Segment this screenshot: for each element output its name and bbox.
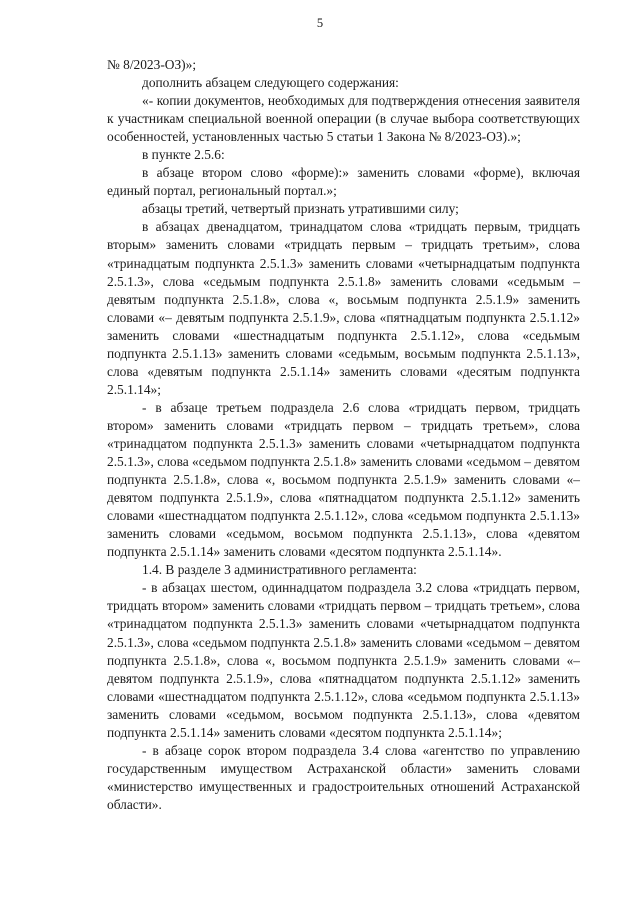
paragraph: дополнить абзацем следующего содержания: (142, 75, 399, 91)
paragraph: абзацы третий, четвертый признать утратившими силу; (142, 201, 459, 217)
paragraph: 1.4. В разделе 3 административного регламента: (142, 562, 417, 578)
paragraph: в абзацах двенадцатом, тринадцатом слова «тридцать первым, тридцать вторым» заменить словами «тридцать первым – тридцать третьим», слова «тринадцатым подпункта 2.5.1.3» заменить словами «четырнадцатым подпункта 2.5.1.3», слова «седьмым подпункта 2.5.1.8» заменить словами «седьмым – девятым подпункта 2.5.1.8», слова «, восьмым подпункта 2.5.1.9» заменить словами «– девятым подпункта 2.5.1.9», слова «пятнадцатым подпункта 2.5.1.12» заменить словами «шестнадцатым подпункта 2.5.1.12», слова «седьмым подпункта 2.5.1.13» заменить словами «седьмым, восьмым подпункта 2.5.1.13», слова «девятым подпункта 2.5.1.14» заменить словами «десятым подпункта 2.5.1.14»; (107, 219, 580, 397)
paragraph-continuation: № 8/2023-ОЗ)»; (107, 57, 197, 72)
paragraph: «- копии документов, необходимых для подтверждения отнесения заявителя к участникам специальной военной операции (в случае выбора соответствующих особенностей, установленных частью 5 статьи 1 Закона № 8/2023-ОЗ).»; (107, 93, 580, 145)
paragraph: - в абзаце третьем подраздела 2.6 слова «тридцать первом, тридцать втором» заменить словами «тридцать первом – тридцать третьем», слова «тринадцатом подпункта 2.5.1.3» заменить словами «четырнадцатом подпункта 2.5.1.3», слова «седьмом подпункта 2.5.1.8» заменить словами «седьмом – девятом подпункта 2.5.1.8», слова «, восьмом подпункта 2.5.1.9» заменить словами «– девятом подпункта 2.5.1.9», слова «пятнадцатом подпункта 2.5.1.12» заменить словами «шестнадцатом подпункта 2.5.1.12», слова «седьмом подпункта 2.5.1.13» заменить словами «седьмом, восьмом подпункта 2.5.1.13», слова «девятом подпункта 2.5.1.14» заменить словами «десятом подпункта 2.5.1.14». (107, 399, 580, 560)
paragraph: в пункте 2.5.6: (142, 147, 225, 163)
paragraph: - в абзацах шестом, одиннадцатом подраздела 3.2 слова «тридцать первом, тридцать втором» заменить словами «тридцать первом – тридцать третьем», слова «тринадцатом подпункта 2.5.1.3» заменить словами «четырнадцатом подпункта 2.5.1.3», слова «седьмом подпункта 2.5.1.8» заменить словами «седьмом – девятом подпункта 2.5.1.8», слова «, восьмом подпункта 2.5.1.9» заменить словами «– девятом подпункта 2.5.1.9», слова «пятнадцатом подпункта 2.5.1.12» заменить словами «шестнадцатом подпункта 2.5.1.12», слова «седьмом подпункта 2.5.1.13» заменить словами «седьмом, восьмом подпункта 2.5.1.13», слова «девятом подпункта 2.5.1.14» заменить словами «десятом подпункта 2.5.1.14»; (107, 580, 580, 740)
paragraph: - в абзаце сорок втором подраздела 3.4 слова «агентство по управлению государственным имуществом Астраханской области» заменить словами «министерство имущественных и градостроительных отношений Астраханской области». (107, 742, 580, 812)
page-number: 5 (316, 16, 324, 30)
document-body (107, 56, 580, 814)
paragraph: в абзаце втором слово «форме):» заменить словами «форме), включая единый портал, региональный портал.»; (107, 165, 580, 199)
